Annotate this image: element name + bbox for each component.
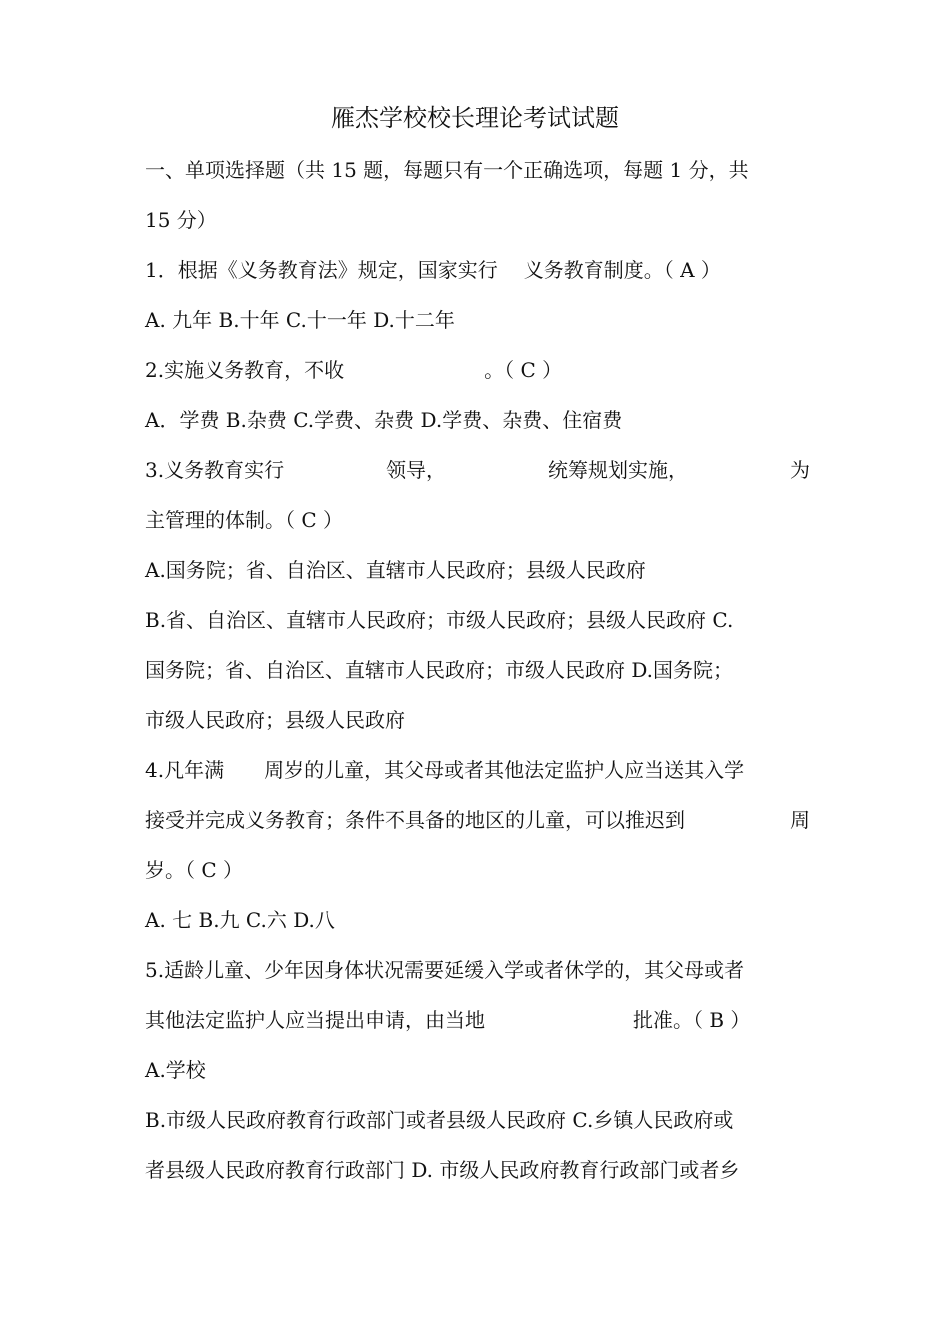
- question-3-option-b-line-1: B.省、自治区、直辖市人民政府；市级人民政府；县级人民政府 C.: [145, 608, 734, 632]
- question-4-part-b: 周岁的儿童，其父母或者其他法定监护人应当送其入学: [264, 758, 745, 782]
- question-3-stem-line-1: [145, 456, 810, 484]
- question-3-part-a: 3.义务教育实行: [145, 458, 285, 482]
- question-3-option-b-line-2: 国务院；省、自治区、直辖市人民政府；市级人民政府 D.国务院；: [145, 658, 734, 682]
- question-2-stem-part-b: 。（ C ）: [484, 358, 563, 382]
- question-4-stem-line-3: 岁。（ C ）: [145, 858, 244, 882]
- question-2-stem-part-a: 2.实施义务教育，不收: [145, 358, 345, 382]
- question-5-part-b: 批准。（ B ）: [633, 1008, 751, 1032]
- question-2-options: A．学费 B.杂费 C.学费、杂费 D.学费、杂费、住宿费: [145, 408, 623, 432]
- section-heading-line-1: 一、单项选择题（共 15 题，每题只有一个正确选项，每题 1 分，共: [145, 158, 749, 182]
- document-title: 雁杰学校校长理论考试试题: [331, 104, 619, 132]
- question-4-stem-line-2: [145, 806, 810, 834]
- question-3-stem-line-2: 主管理的体制。（ C ）: [145, 508, 344, 532]
- section-heading-line-2: 15 分）: [145, 208, 217, 232]
- question-4-part-c: 接受并完成义务教育；条件不具备的地区的儿童，可以推迟到: [145, 808, 685, 832]
- question-5-option-a: A.学校: [145, 1058, 206, 1082]
- question-1-stem-part-a: 1．根据《义务教育法》规定，国家实行: [145, 258, 498, 282]
- question-5-part-a: 其他法定监护人应当提出申请，由当地: [145, 1008, 485, 1032]
- question-4-options: A. 七 B.九 C.六 D.八: [145, 908, 335, 932]
- question-4-part-d: 周: [790, 808, 810, 832]
- question-1-options: A. 九年 B.十年 C.十一年 D.十二年: [145, 308, 455, 332]
- question-3-part-c: 统筹规划实施，: [548, 458, 689, 482]
- question-4-part-a: 4.凡年满: [145, 758, 225, 782]
- question-3-part-b: 领导，: [386, 458, 447, 482]
- question-1-stem: [145, 256, 810, 284]
- question-1-stem-part-b: 义务教育制度。（ A ）: [523, 258, 721, 282]
- question-2-stem: [145, 356, 810, 384]
- question-3-option-a: A.国务院；省、自治区、直辖市人民政府；县级人民政府: [145, 558, 646, 582]
- question-3-part-d: 为: [790, 458, 810, 482]
- question-5-stem-line-1: 5.适龄儿童、少年因身体状况需要延缓入学或者休学的，其父母或者: [145, 958, 745, 982]
- question-3-option-b-line-3: 市级人民政府；县级人民政府: [145, 708, 405, 732]
- question-5-stem-line-2: [145, 1006, 810, 1034]
- question-4-stem-line-1: [145, 756, 810, 784]
- question-5-option-b-line-2: 者县级人民政府教育行政部门 D. 市级人民政府教育行政部门或者乡: [145, 1158, 740, 1182]
- question-5-option-b-line-1: B.市级人民政府教育行政部门或者县级人民政府 C.乡镇人民政府或: [145, 1108, 734, 1132]
